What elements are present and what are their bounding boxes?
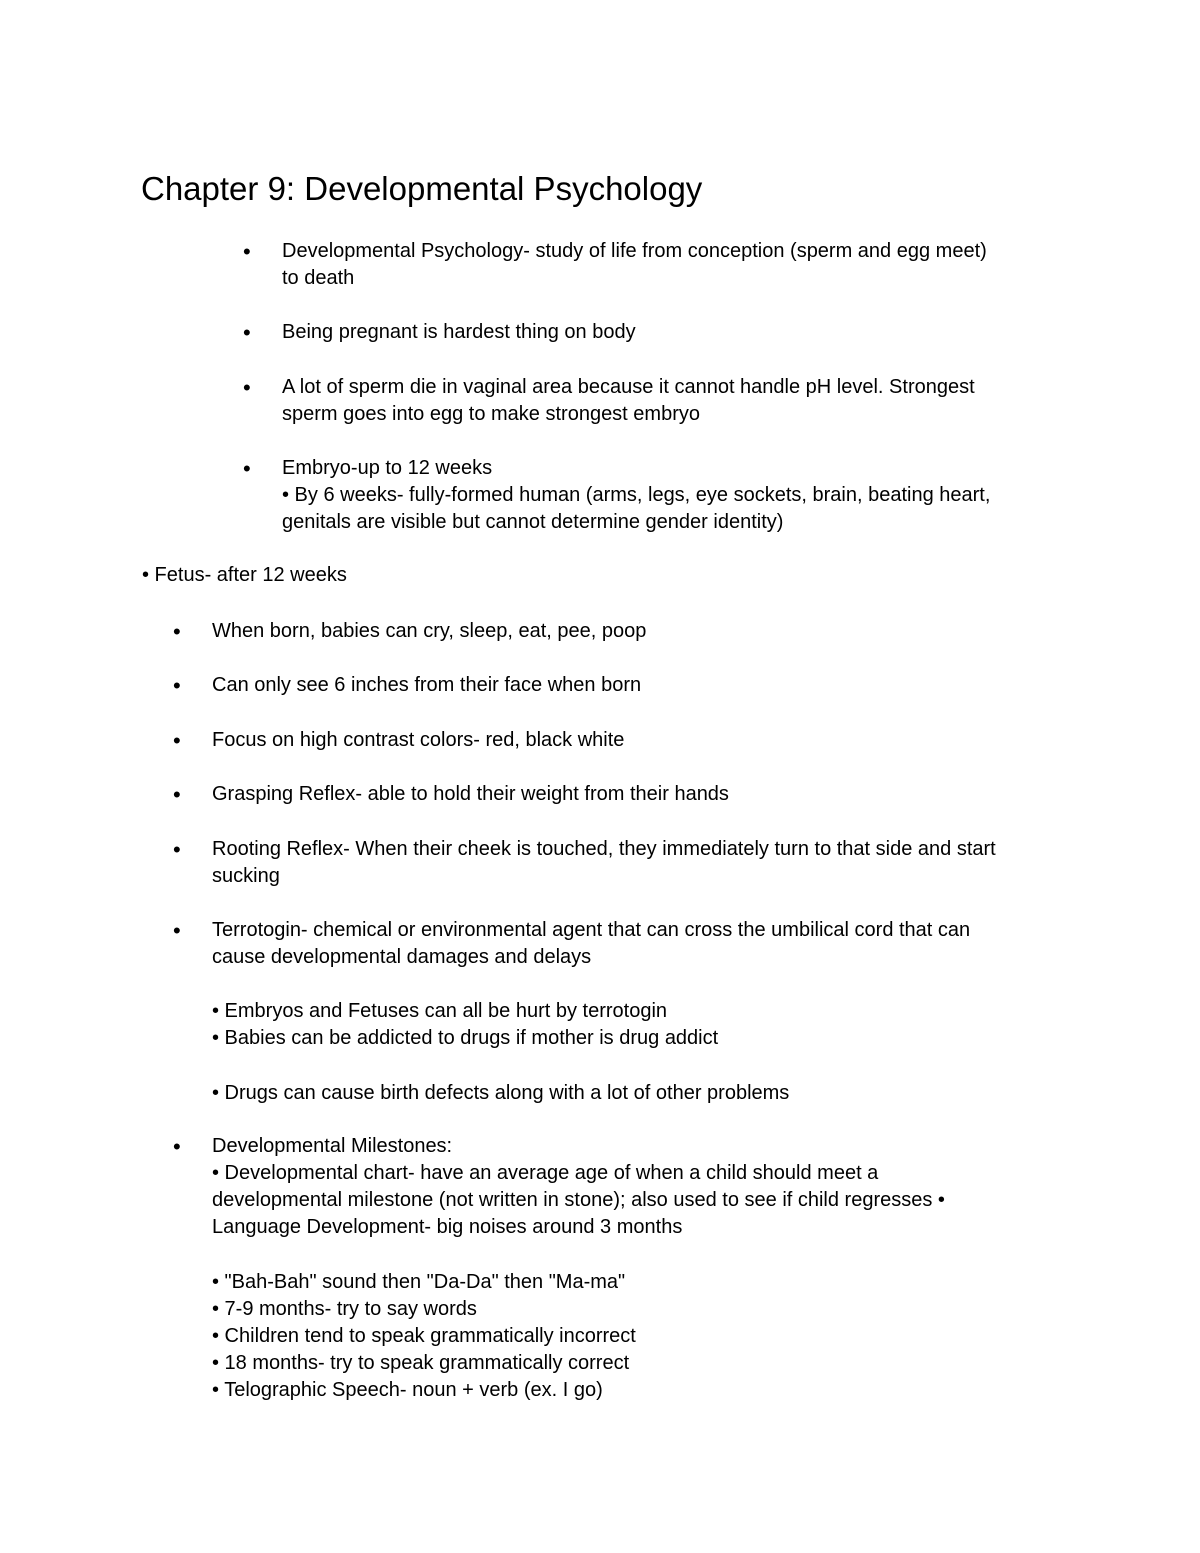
- list-item: Embryo-up to 12 weeks • By 6 weeks- fully-formed human (arms, legs, eye sockets, brain, beating heart, genitals are visible but cannot determine gender identity): [282, 457, 991, 533]
- milestones-subitems: • "Bah-Bah" sound then "Da-Da" then "Ma-ma" • 7-9 months- try to say words • Children tend to speak grammatically incorrect • 18 months- try to speak grammatically correct • Telographic Speech- noun + verb (ex. I go): [212, 1271, 636, 1401]
- list-item: Grasping Reflex- able to hold their weight from their hands: [212, 783, 729, 805]
- bullet-icon: •: [173, 673, 181, 698]
- bullet-icon: •: [173, 782, 181, 807]
- list-item: Being pregnant is hardest thing on body: [282, 321, 636, 343]
- list-item: A lot of sperm die in vaginal area because it cannot handle pH level. Strongest sperm goes into egg to make strongest embryo: [282, 376, 975, 425]
- bullet-icon: •: [173, 619, 181, 644]
- terrotogin-subitems: • Embryos and Fetuses can all be hurt by terrotogin • Babies can be addicted to drugs if mother is drug addict: [212, 1000, 719, 1049]
- list-item-milestones: Developmental Milestones: • Developmental chart- have an average age of when a child should meet a developmental milestone (not written in stone); also used to see if child regresses • Language Development- big noises around 3 months: [212, 1135, 945, 1238]
- list-item: Developmental Psychology- study of life from conception (sperm and egg meet) to death: [282, 240, 987, 289]
- bullet-icon: •: [243, 239, 251, 264]
- page-title: Chapter 9: Developmental Psychology: [141, 170, 703, 207]
- list-item: Can only see 6 inches from their face when born: [212, 674, 642, 696]
- bullet-icon: •: [243, 456, 251, 481]
- bullet-icon: •: [173, 918, 181, 943]
- terrotogin-subitem: • Drugs can cause birth defects along with a lot of other problems: [212, 1082, 790, 1104]
- fetus-line: • Fetus- after 12 weeks: [142, 564, 347, 586]
- list-item: When born, babies can cry, sleep, eat, pee, poop: [212, 620, 647, 642]
- bullet-icon: •: [243, 375, 251, 400]
- list-item: Rooting Reflex- When their cheek is touched, they immediately turn to that side and start sucking: [212, 838, 996, 887]
- bullet-icon: •: [173, 1134, 181, 1159]
- bullet-icon: •: [243, 320, 251, 345]
- bullet-icon: •: [173, 728, 181, 753]
- list-item: Terrotogin- chemical or environmental agent that can cross the umbilical cord that can cause developmental damages and delays: [212, 919, 971, 968]
- bullet-icon: •: [173, 837, 181, 862]
- list-item: Focus on high contrast colors- red, black white: [212, 729, 625, 751]
